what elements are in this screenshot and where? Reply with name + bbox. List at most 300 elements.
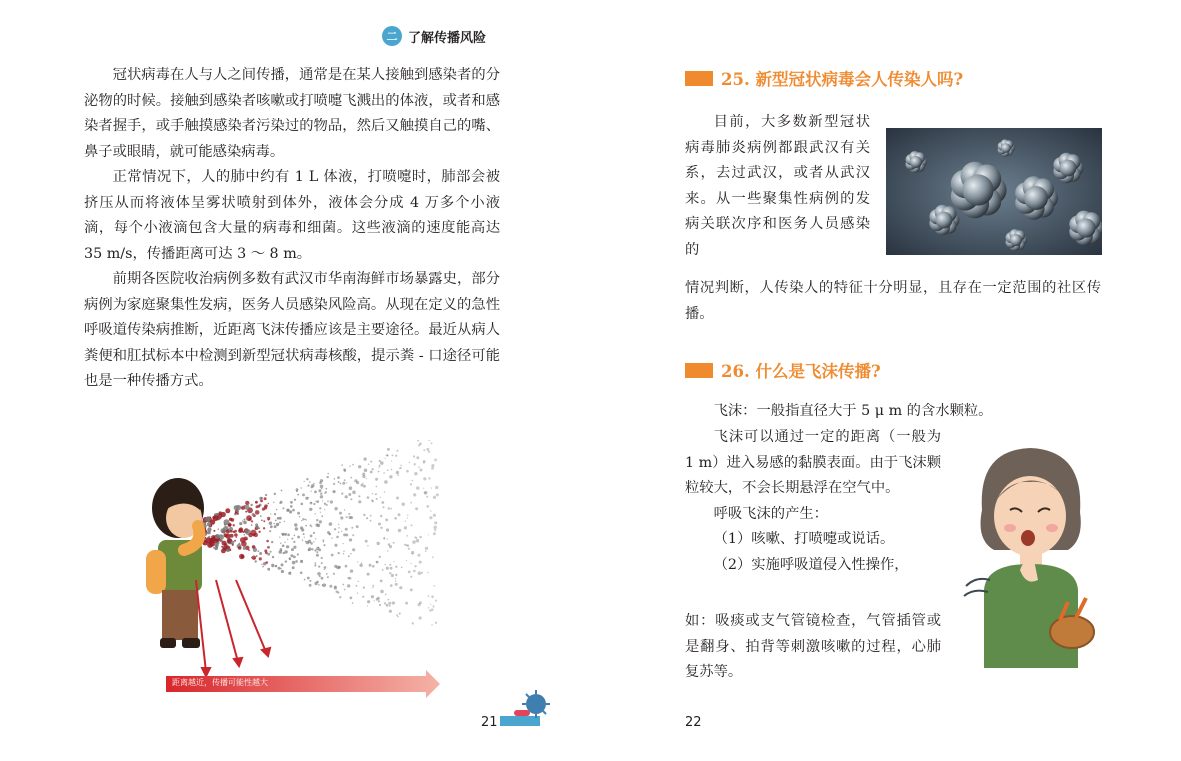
droplet xyxy=(291,548,294,551)
droplet xyxy=(274,525,277,528)
droplet xyxy=(334,478,336,480)
droplet xyxy=(251,524,252,525)
droplet xyxy=(334,565,337,568)
droplet xyxy=(216,513,219,516)
droplet xyxy=(265,494,267,496)
droplet xyxy=(371,595,374,598)
droplet xyxy=(310,535,313,538)
droplet xyxy=(372,565,375,568)
droplet xyxy=(393,561,394,562)
running-header xyxy=(382,26,486,46)
droplet xyxy=(314,491,317,494)
droplet xyxy=(268,503,269,504)
droplet xyxy=(405,602,408,605)
droplet xyxy=(293,541,295,543)
droplet-cloud xyxy=(196,440,439,626)
droplet xyxy=(433,496,436,499)
droplet xyxy=(321,515,323,517)
droplet xyxy=(333,573,335,575)
droplet xyxy=(410,502,412,504)
droplet xyxy=(367,605,368,606)
droplet xyxy=(329,533,331,535)
droplet xyxy=(267,553,270,556)
droplet xyxy=(334,491,335,492)
droplet xyxy=(234,533,238,537)
droplet xyxy=(366,478,367,479)
droplet xyxy=(389,572,391,574)
droplet xyxy=(236,510,238,512)
droplet xyxy=(363,514,365,516)
paragraph: 前期各医院收治病例多数有武汉市华南海鲜市场暴露史，部分病例为家庭聚集性发病，医务人员感染风险高。从现在定义的急性呼吸道传染病推断，近距离飞沫传播应该是主要途径。最近从病人粪便和肛拭标本中检测到新型冠状病毒核酸，提示粪 - 口途径可能也是一种传播方式。 xyxy=(84,271,500,389)
droplet xyxy=(319,507,321,509)
droplet xyxy=(395,455,397,457)
droplet xyxy=(244,534,246,536)
droplet xyxy=(390,584,393,587)
droplet xyxy=(356,585,358,587)
droplet xyxy=(324,566,327,569)
droplet xyxy=(331,537,332,538)
droplet xyxy=(423,449,425,451)
droplet xyxy=(413,570,416,573)
droplet xyxy=(429,516,432,519)
droplet xyxy=(339,596,341,598)
droplet xyxy=(302,494,305,497)
droplet xyxy=(411,524,413,526)
droplet xyxy=(231,518,235,522)
droplet xyxy=(416,456,419,459)
droplet xyxy=(418,571,422,575)
droplet xyxy=(333,483,335,485)
droplet xyxy=(396,614,398,616)
droplet xyxy=(343,553,344,554)
droplet xyxy=(375,494,376,495)
droplet xyxy=(362,596,364,598)
droplet xyxy=(387,550,388,551)
droplet xyxy=(396,450,398,452)
droplet xyxy=(345,495,348,498)
droplet xyxy=(334,586,337,589)
droplet xyxy=(426,448,429,451)
droplet xyxy=(384,480,388,484)
droplet xyxy=(263,527,265,529)
droplet xyxy=(266,561,269,564)
right-page xyxy=(590,0,1181,761)
droplet xyxy=(289,558,291,560)
droplet xyxy=(384,491,385,492)
droplet xyxy=(395,574,397,576)
droplet xyxy=(386,528,389,531)
chapter-number-badge: 二 xyxy=(382,26,402,46)
droplet xyxy=(417,440,419,442)
paragraph: 情况判断，人传染人的特征十分明显，且存在一定范围的社区传播。 xyxy=(685,280,1101,322)
droplet xyxy=(428,440,431,441)
droplet xyxy=(266,540,269,543)
droplet xyxy=(408,548,410,550)
droplet xyxy=(379,467,380,468)
droplet xyxy=(338,531,340,533)
droplet xyxy=(350,516,353,519)
droplet xyxy=(338,527,340,529)
droplet xyxy=(365,540,368,543)
droplet xyxy=(269,522,272,525)
droplet xyxy=(419,536,422,539)
droplet xyxy=(387,538,388,539)
droplet xyxy=(358,581,359,582)
virus-cell xyxy=(1060,160,1077,177)
droplet xyxy=(336,536,339,539)
paragraph: 正常情况下，人的肺中约有 1 L 体液，打喷嚏时，肺部会被挤压从而将液体呈雾状喷射到体外，液体会分成 4 万多个小液滴，每个小液滴包含大量的病毒和细菌。这些液滴的速度能高达 35 m/s，传播距离可达 3 ～ 8 m。 xyxy=(84,169,500,262)
droplet xyxy=(243,546,247,550)
droplet xyxy=(317,524,320,527)
droplet xyxy=(342,584,344,586)
virus-cell xyxy=(1024,186,1048,210)
droplet xyxy=(243,521,247,525)
droplet xyxy=(285,560,287,562)
droplet xyxy=(239,527,244,532)
droplet xyxy=(324,569,325,570)
droplet xyxy=(309,580,311,582)
section-26-title: 26. 什么是飞沫传播? xyxy=(721,362,881,381)
droplet xyxy=(379,604,381,606)
droplet xyxy=(341,531,342,532)
droplet xyxy=(229,523,232,526)
droplet xyxy=(350,597,353,600)
droplet xyxy=(402,503,405,506)
droplet xyxy=(287,534,290,537)
droplet xyxy=(431,487,432,488)
droplet xyxy=(389,475,392,478)
droplet xyxy=(376,561,378,563)
droplet xyxy=(272,556,274,558)
droplet xyxy=(284,521,285,522)
droplet-continuation xyxy=(685,609,941,686)
droplet xyxy=(385,458,386,459)
droplet xyxy=(427,572,429,574)
droplet xyxy=(208,536,210,538)
droplet xyxy=(341,493,343,495)
droplet xyxy=(322,583,326,587)
droplet xyxy=(244,519,246,521)
droplet xyxy=(354,479,357,482)
droplet xyxy=(213,547,214,548)
droplet xyxy=(224,543,228,547)
distance-caption: 距离越近，传播可能性越大 xyxy=(172,678,268,687)
droplet xyxy=(261,520,263,522)
paragraph: 如：吸痰或支气管镜检查，气管插管或是翻身、拍背等刺激咳嗽的过程，心肺复苏等。 xyxy=(685,613,941,680)
droplet xyxy=(352,548,355,551)
droplet xyxy=(233,524,235,526)
page-number: 21 xyxy=(481,715,498,730)
droplet xyxy=(423,460,426,463)
droplet xyxy=(326,504,328,506)
droplet xyxy=(321,557,323,559)
droplet xyxy=(413,455,415,457)
droplet xyxy=(255,510,260,515)
droplet xyxy=(348,513,350,515)
droplet xyxy=(271,541,273,543)
droplet-paragraphs xyxy=(685,425,941,578)
droplet xyxy=(250,504,252,506)
droplet xyxy=(428,607,430,609)
droplet xyxy=(305,525,307,527)
droplet xyxy=(435,622,437,624)
left-body-text xyxy=(84,63,500,395)
droplet xyxy=(316,500,319,503)
droplet xyxy=(336,591,338,593)
droplet xyxy=(307,577,310,580)
droplet xyxy=(295,560,298,563)
droplet xyxy=(431,608,434,611)
droplet xyxy=(318,549,321,552)
droplet xyxy=(414,463,416,465)
droplet xyxy=(252,513,255,516)
droplet xyxy=(372,587,373,588)
droplet xyxy=(281,570,284,573)
droplet xyxy=(342,482,345,485)
droplet xyxy=(374,600,375,601)
droplet xyxy=(318,566,320,568)
droplet xyxy=(428,595,430,597)
droplet xyxy=(299,516,300,517)
droplet xyxy=(410,483,412,485)
droplet xyxy=(284,542,285,543)
droplet xyxy=(340,516,343,519)
droplet xyxy=(256,555,258,557)
droplet xyxy=(430,604,431,605)
droplet xyxy=(395,583,398,586)
droplet xyxy=(327,473,329,475)
droplet xyxy=(367,545,368,546)
droplet xyxy=(257,505,260,508)
droplet xyxy=(287,539,288,540)
droplet xyxy=(294,535,296,537)
droplet xyxy=(348,555,350,557)
droplet xyxy=(322,500,323,501)
droplet xyxy=(350,477,352,479)
droplet xyxy=(350,553,352,555)
droplet xyxy=(412,553,414,555)
droplet xyxy=(408,571,411,574)
droplet xyxy=(321,577,324,580)
droplet xyxy=(358,465,361,468)
droplet xyxy=(279,502,281,504)
droplet xyxy=(309,584,312,587)
paragraph: 飞沫：一般指直径大于 5 μ m 的含水颗粒。 xyxy=(713,403,993,419)
droplet xyxy=(324,493,325,494)
droplet xyxy=(309,508,312,511)
droplet xyxy=(389,564,391,566)
droplet xyxy=(267,517,270,520)
droplet xyxy=(418,603,421,606)
virus-cell xyxy=(1001,143,1011,153)
droplet xyxy=(345,528,348,531)
droplet xyxy=(395,580,396,581)
droplet xyxy=(292,509,295,512)
droplet xyxy=(279,517,282,520)
droplet xyxy=(391,508,393,510)
droplet xyxy=(296,488,299,491)
droplet xyxy=(341,464,343,466)
droplet xyxy=(337,476,340,479)
droplet xyxy=(397,474,399,476)
droplet xyxy=(423,477,426,480)
droplet xyxy=(257,550,259,552)
virus-corner-icon xyxy=(500,688,552,728)
droplet xyxy=(416,537,418,539)
droplet xyxy=(412,540,415,543)
droplet xyxy=(282,534,284,536)
droplet xyxy=(370,471,373,474)
droplet xyxy=(431,464,434,467)
droplet xyxy=(431,467,434,470)
droplet xyxy=(310,542,313,545)
droplet xyxy=(313,503,315,505)
droplet xyxy=(350,498,352,500)
droplet xyxy=(404,526,407,529)
droplet xyxy=(395,566,397,568)
droplet xyxy=(297,494,299,496)
droplet xyxy=(241,541,247,547)
droplet xyxy=(358,495,360,497)
droplet xyxy=(303,533,305,535)
droplet xyxy=(318,489,321,492)
droplet xyxy=(357,593,358,594)
virus-cell xyxy=(910,156,922,168)
droplet xyxy=(304,481,305,482)
droplet xyxy=(290,554,293,557)
droplet xyxy=(346,516,348,518)
droplet xyxy=(331,554,334,557)
droplet xyxy=(413,493,416,496)
droplet xyxy=(311,502,312,503)
droplet xyxy=(397,616,399,618)
droplet xyxy=(379,465,381,467)
droplet xyxy=(369,564,372,567)
droplet xyxy=(339,512,342,515)
droplet xyxy=(255,560,257,562)
droplet xyxy=(426,496,428,498)
droplet xyxy=(380,590,384,594)
droplet xyxy=(351,527,353,529)
droplet xyxy=(380,461,384,465)
droplet xyxy=(432,605,434,607)
droplet xyxy=(276,523,279,526)
droplet xyxy=(344,589,346,591)
droplet xyxy=(239,554,244,559)
heading-bar xyxy=(685,363,713,378)
droplet xyxy=(270,525,273,528)
droplet xyxy=(244,505,249,510)
droplet xyxy=(319,575,321,577)
droplet xyxy=(340,483,342,485)
droplet xyxy=(215,534,220,539)
virus-cell xyxy=(1076,218,1095,237)
droplet xyxy=(406,470,409,473)
droplet xyxy=(414,472,417,475)
droplet xyxy=(343,543,344,544)
droplet xyxy=(377,542,380,545)
droplet xyxy=(271,564,274,567)
droplet xyxy=(431,624,433,626)
droplet xyxy=(380,497,381,498)
droplet xyxy=(363,457,366,460)
droplet xyxy=(319,520,322,523)
droplet xyxy=(276,566,278,568)
paragraph: 目前，大多数新型冠状病毒肺炎病例都跟武汉有关系，去过武汉，或者从武汉来。从一些聚集性病例的发病关联次序和医务人员感染的 xyxy=(685,114,870,258)
paragraph: 冠状病毒在人与人之间传播，通常是在某人接触到感染者的分泌物的时候。接触到感染者咳嗽或打喷嚏飞溅出的体液，或者和感染者握手，或手触摸感染者污染过的物品，然后又触摸自己的嘴、鼻子或眼睛，就可能感染病毒。 xyxy=(84,67,500,160)
droplet xyxy=(279,537,280,538)
droplet xyxy=(416,539,420,543)
droplet xyxy=(316,554,319,557)
droplet xyxy=(311,491,312,492)
droplet xyxy=(428,451,430,453)
droplet xyxy=(315,562,317,564)
droplet xyxy=(207,531,211,535)
droplet xyxy=(301,528,304,531)
droplet xyxy=(279,522,281,524)
droplet-definition xyxy=(685,399,1101,425)
droplet xyxy=(258,531,260,533)
droplet xyxy=(389,545,392,548)
droplet xyxy=(433,532,436,535)
droplet xyxy=(297,512,300,515)
droplet xyxy=(234,540,236,542)
droplet xyxy=(434,459,437,462)
droplet xyxy=(370,461,372,463)
droplet xyxy=(390,567,393,570)
section-25-narrow-text xyxy=(685,110,870,263)
droplet xyxy=(279,550,283,554)
droplet xyxy=(432,556,434,558)
droplet xyxy=(315,513,316,514)
droplet xyxy=(218,529,219,530)
droplet xyxy=(262,508,265,511)
droplet xyxy=(304,579,306,581)
droplet xyxy=(324,503,326,505)
droplet xyxy=(242,520,243,521)
droplet xyxy=(406,560,407,561)
droplet xyxy=(370,520,372,522)
droplet xyxy=(349,466,350,467)
droplet xyxy=(396,471,399,474)
droplet xyxy=(270,513,271,514)
droplet xyxy=(411,563,412,564)
droplet xyxy=(327,500,329,502)
droplet xyxy=(385,519,388,522)
droplet xyxy=(376,486,378,488)
droplet xyxy=(410,576,412,578)
coughing-woman-illustration xyxy=(960,440,1100,668)
droplet xyxy=(434,521,437,524)
heading-bar xyxy=(685,71,713,86)
droplet xyxy=(293,546,296,549)
droplet xyxy=(366,517,368,519)
droplet xyxy=(290,505,293,508)
droplet xyxy=(230,530,233,533)
droplet xyxy=(418,466,420,468)
page-number: 22 xyxy=(685,715,702,730)
droplet xyxy=(405,521,406,522)
droplet xyxy=(362,483,363,484)
droplet xyxy=(325,488,327,490)
droplet xyxy=(241,506,245,510)
droplet xyxy=(359,564,362,567)
droplet xyxy=(400,465,402,467)
droplet xyxy=(236,537,237,538)
droplet xyxy=(281,490,283,492)
droplet xyxy=(282,507,284,509)
droplet xyxy=(274,513,276,515)
